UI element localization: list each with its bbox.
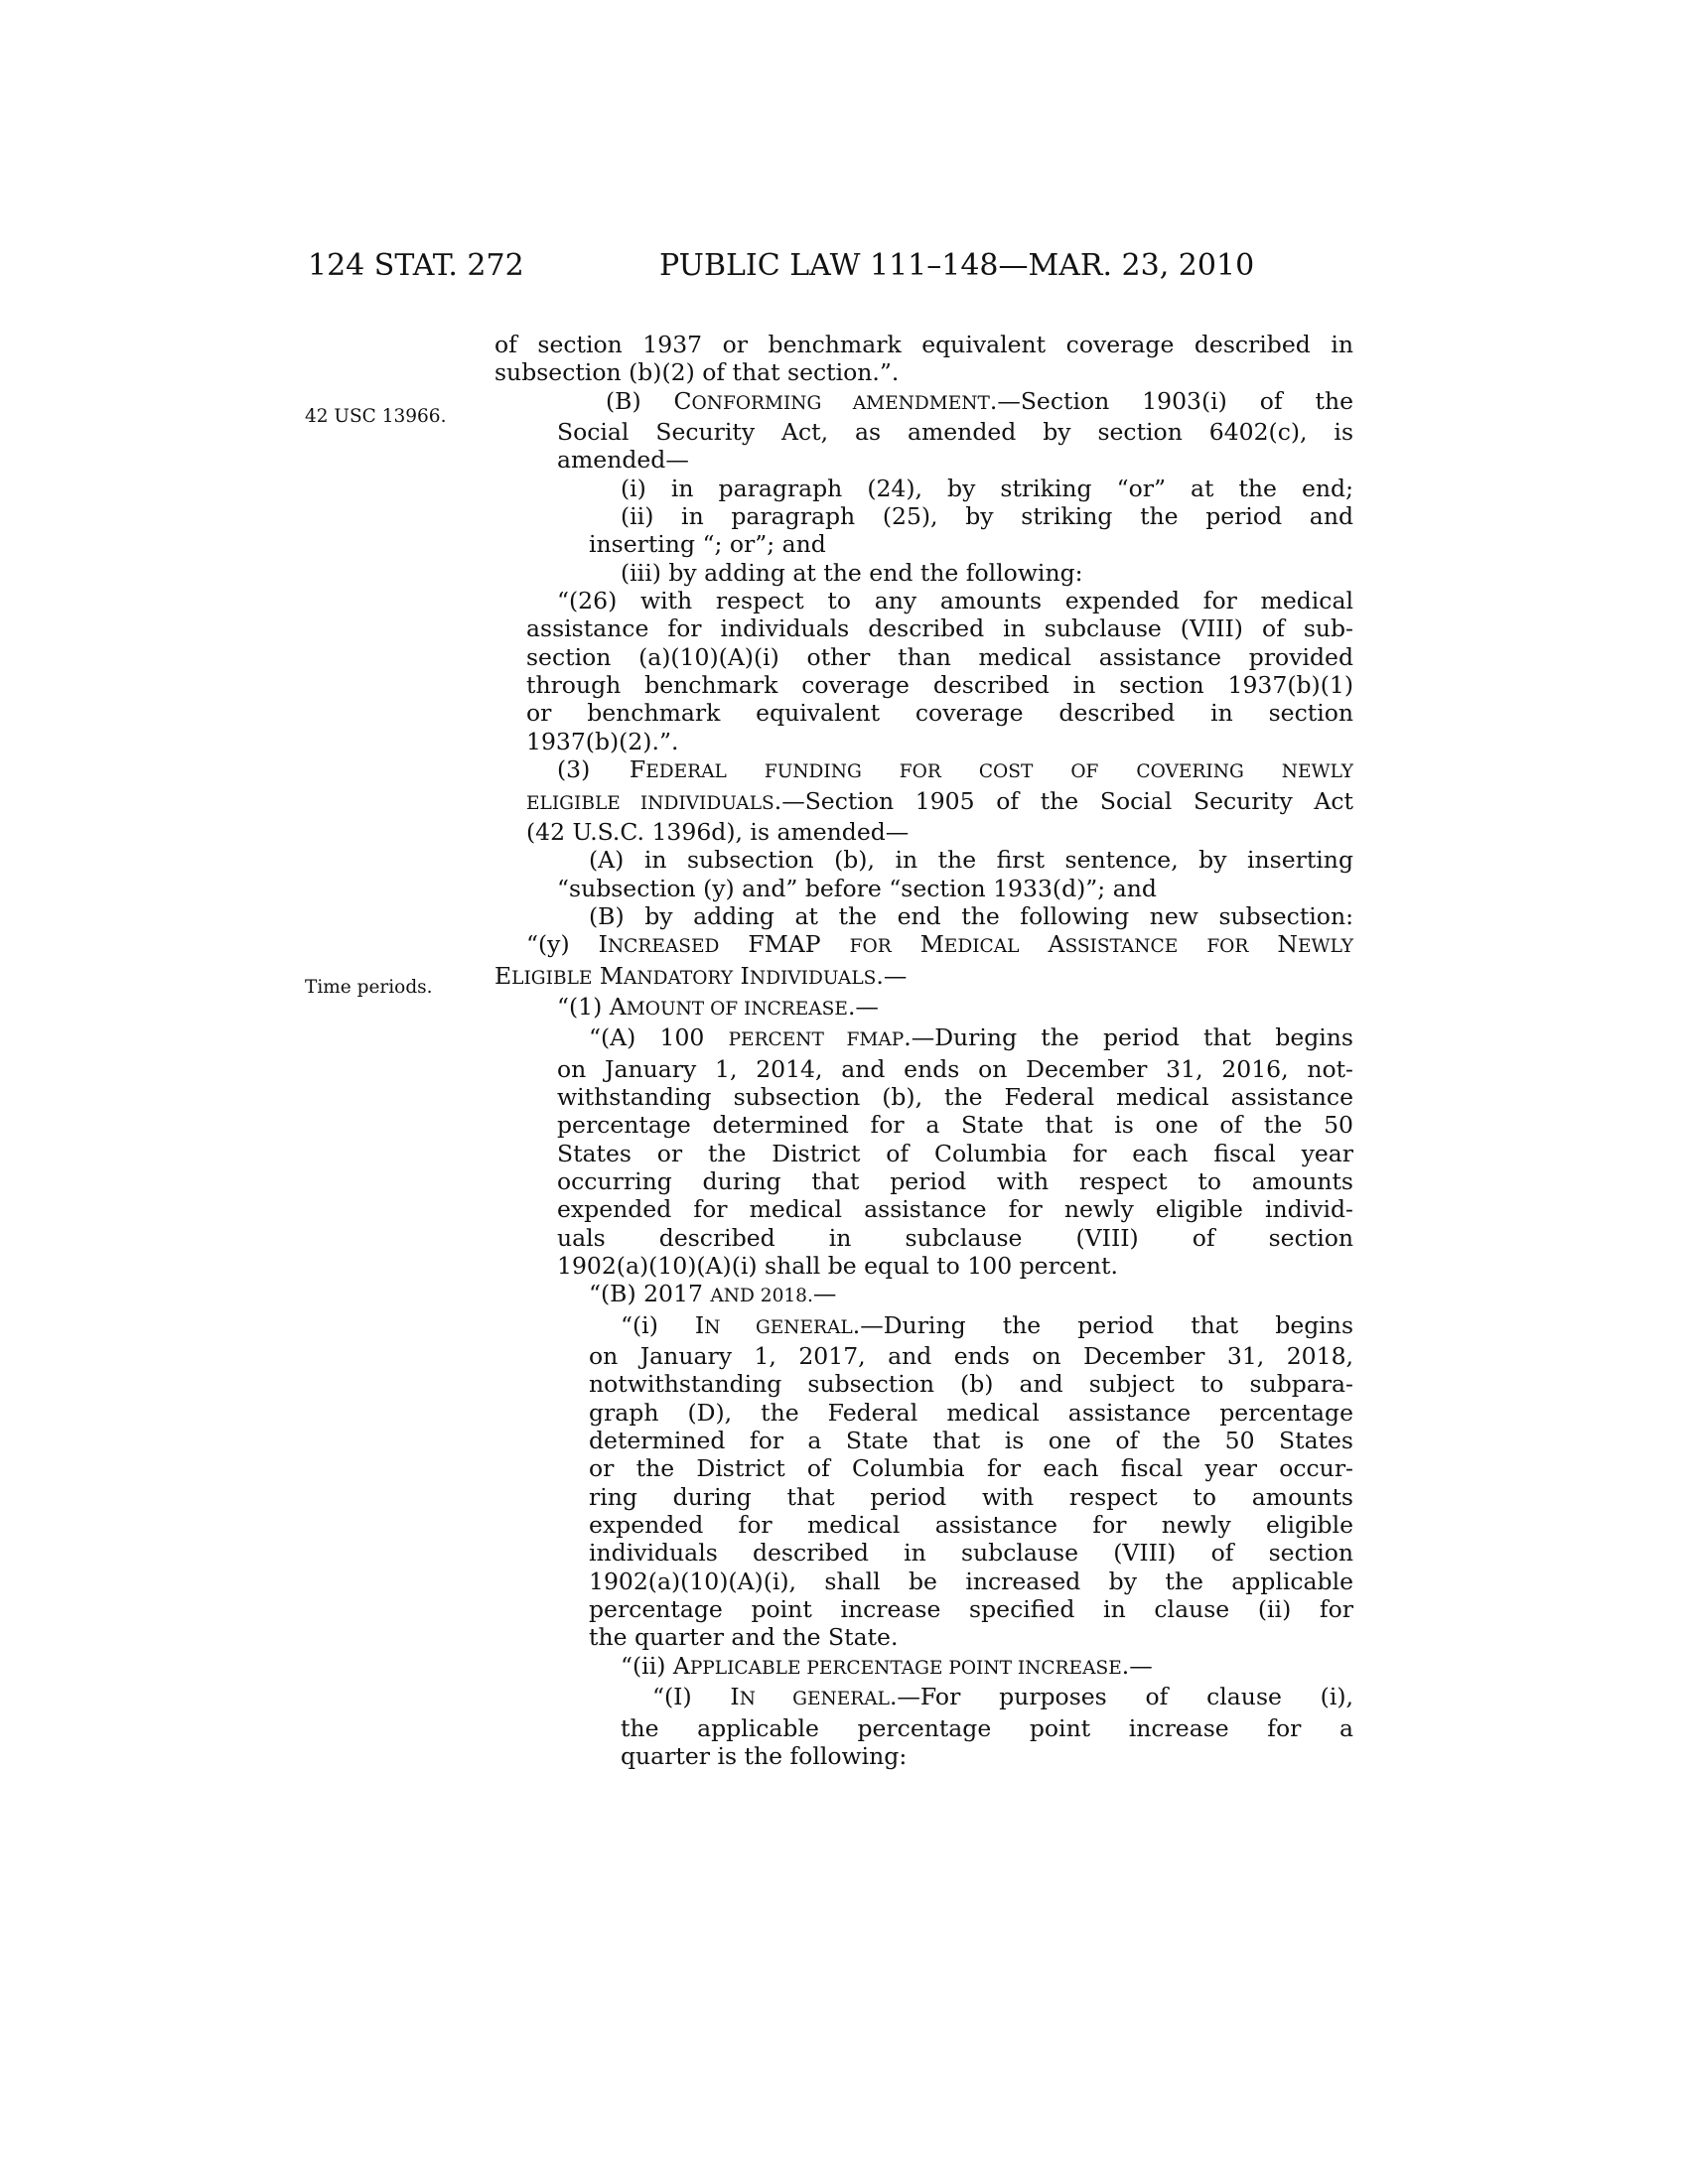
small-caps-text: LIGIBLE: [511, 967, 593, 989]
small-caps-text: FOR: [1206, 936, 1249, 958]
body-text: or the District of Columbia for each fiscal year occur-: [589, 1454, 1353, 1483]
body-text: [1178, 930, 1206, 958]
text-line: [494, 787, 1353, 818]
margin-note-time-periods: Time periods.: [305, 977, 433, 998]
small-caps-text: SSISTANCE: [1064, 936, 1179, 958]
body-text: percentage determined for a State that is one of the 50: [557, 1111, 1353, 1140]
body-text: (3) F: [557, 755, 646, 784]
text-line: [494, 875, 1353, 902]
text-line: [494, 1055, 1353, 1083]
clause-i-strike-or: [494, 475, 1353, 502]
text-line: [494, 614, 1353, 642]
text-line: [494, 846, 1353, 874]
text-line: [494, 1511, 1353, 1539]
body-text: —: [812, 1280, 837, 1308]
body-text: uals described in subclause (VIII) of section: [557, 1223, 1353, 1252]
small-caps-text: N GENERAL: [739, 1689, 890, 1710]
text-line: [494, 1195, 1353, 1223]
text-line: [494, 331, 1353, 358]
text-line: [494, 530, 1353, 558]
body-text: withstanding subsection (b), the Federal medical assistance: [557, 1082, 1353, 1111]
body-text: .—Section 1905 of the Social Security Act: [774, 786, 1353, 815]
margin-note-usc-citation: 42 USC 13966.: [305, 406, 447, 427]
body-text: quarter is the following:: [621, 1741, 908, 1770]
continuation-benchmark-coverage: [494, 331, 1353, 387]
text-line: [494, 1342, 1353, 1370]
body-text: graph (D), the Federal medical assistance percentage: [589, 1398, 1353, 1427]
body-text: “(I) I: [652, 1683, 740, 1711]
body-text: .—During the period that begins: [904, 1024, 1353, 1052]
body-text: inserting “; or”; and: [589, 530, 826, 559]
text-line: [494, 728, 1353, 755]
body-text: 1937(b)(2).”.: [526, 727, 679, 755]
body-text: or benchmark equivalent coverage described in section: [526, 699, 1353, 728]
text-line: [494, 1311, 1353, 1342]
quoted-subsec-y-increased-fmap: [494, 930, 1353, 993]
quoted-subclause-I-in-general: [494, 1683, 1353, 1770]
text-line: [494, 1140, 1353, 1167]
text-line: [494, 1399, 1353, 1427]
text-line: [494, 1483, 1353, 1511]
body-text: (B) by adding at the end the following new subsection:: [589, 901, 1353, 930]
body-text: expended for medical assistance for newly eligible individ-: [557, 1195, 1353, 1224]
body-text: notwithstanding subsection (b) and subject to subpara-: [589, 1370, 1353, 1399]
body-text: States or the District of Columbia for each fiscal year: [557, 1139, 1353, 1167]
small-caps-text: NCREASED: [607, 936, 720, 958]
text-line: [494, 1714, 1353, 1742]
body-text: N: [1248, 930, 1298, 959]
quoted-subpara-A-100-percent-fmap: [494, 1024, 1353, 1280]
body-text: 1902(a)(10)(A)(i), shall be increased by the applicable: [589, 1567, 1353, 1595]
body-text: on January 1, 2017, and ends on December 31, 2018,: [589, 1342, 1353, 1371]
body-text: E: [494, 961, 512, 990]
para-3-federal-funding: [494, 755, 1353, 846]
text-line: [494, 755, 1353, 786]
text-line: [494, 818, 1353, 846]
text-line: [494, 559, 1353, 587]
body-text: occurring during that period with respect to amounts: [557, 1166, 1353, 1195]
body-text: (iii) by adding at the end the following:: [621, 558, 1083, 587]
text-line: [494, 1280, 1353, 1310]
quoted-para-26: [494, 587, 1353, 755]
body-text: M: [592, 961, 624, 990]
small-caps-text: ANDATORY: [623, 967, 734, 989]
text-line: [494, 418, 1353, 446]
clause-ii-strike-period: [494, 502, 1353, 559]
text-line: [494, 1454, 1353, 1482]
small-caps-text: NDIVIDUALS: [749, 967, 877, 989]
document-body: [494, 331, 1353, 1770]
body-text: section (a)(10)(A)(i) other than medical assistance provided: [526, 642, 1353, 671]
body-text: “(B) 2017: [589, 1280, 711, 1308]
small-caps-text: ONFORMING AMENDMENT: [691, 392, 990, 414]
page-header-stat-number: 124 STAT. 272: [308, 248, 524, 283]
body-text: FMAP: [719, 930, 850, 959]
subpara-B-conforming-amendment: [494, 387, 1353, 475]
body-text: Social Security Act, as amended by section 6402(c), is: [557, 418, 1353, 447]
quoted-subpara-B-2017-2018: [494, 1280, 1353, 1310]
text-line: [494, 930, 1353, 961]
text-line: [494, 962, 1353, 993]
small-caps-text: EWLY: [1297, 936, 1353, 958]
body-text: the quarter and the State.: [589, 1623, 899, 1652]
text-line: [494, 1623, 1353, 1651]
text-line: [494, 1083, 1353, 1111]
text-line: [494, 1595, 1353, 1623]
text-line: [494, 902, 1353, 930]
small-caps-text: FOR: [849, 936, 892, 958]
text-line: [494, 1652, 1353, 1683]
body-text: (A) in subsection (b), in the first sentence, by inserting: [589, 846, 1353, 875]
text-line: [494, 502, 1353, 530]
body-text: (i) in paragraph (24), by striking “or” at the end;: [621, 474, 1353, 502]
small-caps-text: AND 2018.: [710, 1286, 813, 1307]
body-text: percentage point increase specified in clause (ii) for: [589, 1595, 1353, 1624]
small-caps-text: EDICAL: [943, 936, 1020, 958]
text-line: [494, 699, 1353, 727]
clause-iii-add-following: [494, 559, 1353, 587]
text-line: [494, 358, 1353, 386]
body-text: “subsection (y) and” before “section 1933(d)”; and: [557, 874, 1157, 902]
text-line: [494, 1370, 1353, 1398]
small-caps-text: PERCENT FMAP: [728, 1029, 905, 1051]
text-line: [494, 643, 1353, 671]
text-line: [494, 587, 1353, 614]
text-line: [494, 1224, 1353, 1252]
body-text: 1902(a)(10)(A)(i) shall be equal to 100 percent.: [557, 1252, 1118, 1280]
text-line: [494, 1539, 1353, 1567]
body-text: .—Section 1903(i) of the: [989, 386, 1353, 415]
small-caps-text: N GENERAL: [704, 1316, 853, 1338]
body-text: A: [1019, 930, 1065, 959]
text-line: [494, 993, 1353, 1024]
body-text: I: [733, 961, 750, 990]
body-text: (ii) in paragraph (25), by striking the period and: [621, 502, 1353, 531]
body-text: (B) C: [606, 386, 692, 415]
body-text: of section 1937 or benchmark equivalent coverage described in: [494, 331, 1353, 358]
text-line: [494, 1683, 1353, 1713]
text-line: [494, 1742, 1353, 1770]
body-text: individuals described in subclause (VIII) of section: [589, 1539, 1353, 1568]
body-text: .—: [1121, 1651, 1153, 1680]
body-text: expended for medical assistance for newly eligible: [589, 1511, 1353, 1540]
body-text: .—: [847, 992, 879, 1021]
body-text: (42 U.S.C. 1396d), is amended—: [526, 817, 910, 846]
text-line: [494, 1252, 1353, 1280]
text-line: [494, 1024, 1353, 1054]
small-caps-text: MOUNT OF INCREASE: [626, 998, 848, 1020]
text-line: [494, 1427, 1353, 1454]
body-text: .—: [876, 961, 908, 990]
body-text: assistance for individuals described in subclause (VIII) of sub-: [526, 614, 1353, 643]
body-text: subsection (b)(2) of that section.”.: [494, 358, 900, 387]
body-text: on January 1, 2014, and ends on December 31, 2016, not-: [557, 1054, 1353, 1083]
small-caps-text: PPLICABLE PERCENTAGE POINT INCREASE: [689, 1657, 1122, 1679]
body-text: through benchmark coverage described in section 1937(b)(1): [526, 671, 1353, 700]
body-text: determined for a State that is one of the 50 States: [589, 1427, 1353, 1455]
body-text: “(A) 100: [589, 1024, 729, 1052]
quoted-para-1-amount-of-increase: [494, 993, 1353, 1024]
body-text: M: [891, 930, 944, 959]
subpara-A-insert-subsection-y: [494, 846, 1353, 902]
body-text: “(y) I: [526, 930, 608, 959]
small-caps-text: ELIGIBLE INDIVIDUALS: [526, 792, 774, 814]
body-text: amended—: [557, 446, 689, 475]
text-line: [494, 1167, 1353, 1195]
body-text: “(i) I: [621, 1310, 705, 1339]
quoted-clause-i-in-general: [494, 1311, 1353, 1652]
body-text: the applicable percentage point increase for a: [621, 1713, 1353, 1742]
page-header-law-title: PUBLIC LAW 111–148—MAR. 23, 2010: [659, 248, 1255, 283]
subpara-B-add-subsection: [494, 902, 1353, 930]
small-caps-text: EDERAL FUNDING FOR COST OF COVERING NEWLY: [645, 761, 1353, 783]
text-line: [494, 1111, 1353, 1139]
text-line: [494, 671, 1353, 699]
text-line: [494, 475, 1353, 502]
quoted-clause-ii-applicable-percentage: [494, 1652, 1353, 1683]
text-line: [494, 446, 1353, 474]
text-line: [494, 387, 1353, 418]
body-text: “(1) A: [557, 992, 627, 1021]
body-text: ring during that period with respect to amounts: [589, 1482, 1353, 1511]
body-text: “(ii) A: [621, 1651, 690, 1680]
text-line: [494, 1568, 1353, 1595]
body-text: .—During the period that begins: [852, 1310, 1354, 1339]
body-text: .—For purposes of clause (i),: [889, 1683, 1354, 1711]
body-text: “(26) with respect to any amounts expended for medical: [557, 587, 1353, 615]
